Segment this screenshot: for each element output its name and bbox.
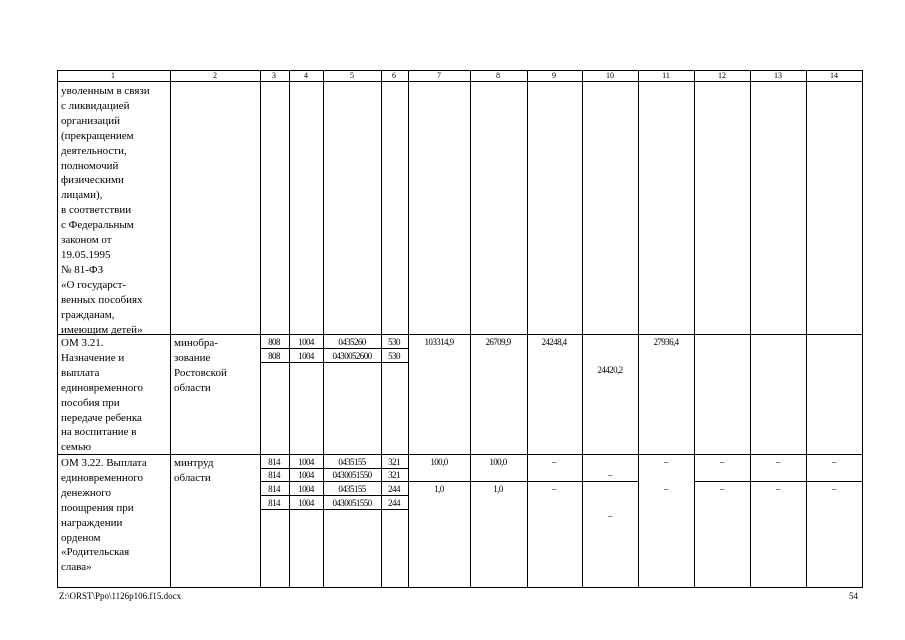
text-line: 19.05.1995 bbox=[61, 248, 111, 261]
header-col-3: 3 bbox=[272, 71, 276, 80]
col-line-11 bbox=[694, 70, 695, 588]
text-line: венных пособиях bbox=[61, 293, 143, 306]
text-line: награждении bbox=[61, 516, 123, 529]
om-3-22-g1-year-3: – bbox=[608, 470, 612, 480]
om-3-21-executor bbox=[174, 336, 227, 396]
footer-file-path: Z:\ORST\Ppo\1126p106.f15.docx bbox=[59, 591, 182, 601]
text-line: деятельности, bbox=[61, 144, 127, 157]
om-3-22-g1-year-6: – bbox=[776, 457, 780, 467]
text-line: слава» bbox=[61, 561, 92, 574]
om-3-21-r2-rzpr: 1004 bbox=[298, 351, 314, 361]
om-3-21-year-2: 24248,4 bbox=[541, 337, 567, 347]
om-3-22-r2-csr: 0430051550 bbox=[332, 470, 372, 480]
om-3-22-g2-year-7: – bbox=[832, 484, 836, 494]
text-line: увoленным в связи bbox=[61, 85, 150, 97]
header-col-12: 12 bbox=[718, 71, 726, 80]
rule-b3-group bbox=[408, 481, 638, 482]
text-line: области bbox=[174, 471, 211, 484]
om-3-22-g1-year-7: – bbox=[832, 457, 836, 467]
text-line: ОМ 3.22. Выплата bbox=[61, 457, 147, 469]
text-line: области bbox=[174, 381, 211, 394]
text-line: лицами), bbox=[61, 189, 103, 202]
om-3-22-g1-total: 100,0 bbox=[430, 457, 448, 467]
col-line-9 bbox=[582, 70, 583, 588]
col-line-14 bbox=[862, 70, 863, 588]
om-3-22-g1-year-1: 100,0 bbox=[489, 457, 507, 467]
om-3-22-description bbox=[61, 456, 147, 575]
text-line: Ростовской bbox=[174, 366, 227, 379]
text-line: минтруд bbox=[174, 457, 214, 469]
text-line: гражданам, bbox=[61, 308, 115, 321]
om-3-22-r2-rzpr: 1004 bbox=[298, 470, 314, 480]
text-line: единовременного bbox=[61, 471, 144, 484]
text-line: имеющим детей» bbox=[61, 323, 143, 336]
header-col-10: 10 bbox=[606, 71, 614, 80]
rule-top bbox=[57, 70, 863, 71]
text-line: в соответствии bbox=[61, 204, 132, 217]
text-line: зование bbox=[174, 351, 211, 364]
text-line: организаций bbox=[61, 114, 121, 127]
om-3-22-r1-vr: 321 bbox=[388, 457, 400, 467]
header-col-8: 8 bbox=[496, 71, 500, 80]
om-3-21-total: 103314,9 bbox=[424, 337, 454, 347]
col-line-2 bbox=[260, 70, 261, 588]
om-3-22-r3-rzpr: 1004 bbox=[298, 484, 314, 494]
header-col-5: 5 bbox=[350, 71, 354, 80]
om-3-22-r4-rzpr: 1004 bbox=[298, 498, 314, 508]
col-line-12 bbox=[750, 70, 751, 588]
om-3-21-r1-rzpr: 1004 bbox=[298, 337, 314, 347]
col-line-7 bbox=[470, 70, 471, 588]
text-line: «Родительская bbox=[61, 546, 130, 559]
header-col-11: 11 bbox=[662, 71, 670, 80]
om-3-21-r2-grbs: 808 bbox=[268, 351, 280, 361]
om-3-22-r1-grbs: 814 bbox=[268, 457, 280, 467]
om-3-21-r1-vr: 530 bbox=[388, 337, 400, 347]
om-3-21-description bbox=[61, 336, 143, 455]
rule-b3-sub1 bbox=[260, 468, 408, 469]
text-line: с ликвидацией bbox=[61, 99, 130, 112]
col-line-13 bbox=[806, 70, 807, 588]
om-3-22-r1-csr: 0435155 bbox=[338, 457, 366, 467]
rule-header-bottom bbox=[57, 81, 863, 82]
om-3-22-g2-year-3: – bbox=[608, 511, 612, 521]
header-col-9: 9 bbox=[552, 71, 556, 80]
om-3-22-r3-vr: 244 bbox=[388, 484, 400, 494]
om-3-22-g1-year-4: – bbox=[664, 457, 668, 467]
om-3-22-g2-year-5: – bbox=[720, 484, 724, 494]
om-3-21-r1-grbs: 808 bbox=[268, 337, 280, 347]
om-3-22-g1-year-2: – bbox=[552, 457, 556, 467]
text-line: поощрения при bbox=[61, 501, 134, 514]
text-line: орденом bbox=[61, 531, 101, 544]
rule-bottom bbox=[57, 587, 863, 588]
text-line: полномочий bbox=[61, 159, 119, 172]
text-line: физическими bbox=[61, 174, 124, 187]
block1-description bbox=[61, 84, 150, 337]
om-3-22-g2-year-2: – bbox=[552, 484, 556, 494]
om-3-22-r3-csr: 0435155 bbox=[338, 484, 366, 494]
header-col-13: 13 bbox=[774, 71, 782, 80]
om-3-22-r3-grbs: 814 bbox=[268, 484, 280, 494]
om-3-21-year-4: 27936,4 bbox=[653, 337, 679, 347]
om-3-22-executor bbox=[174, 456, 213, 486]
rule-b3-sub3 bbox=[260, 495, 408, 496]
text-line: ОМ 3.21. bbox=[61, 337, 104, 349]
om-3-22-g2-total: 1,0 bbox=[434, 484, 444, 494]
om-3-22-r4-grbs: 814 bbox=[268, 498, 280, 508]
rule-b2-sub2 bbox=[260, 362, 408, 363]
col-line-6 bbox=[408, 70, 409, 588]
text-line: семью bbox=[61, 441, 92, 454]
text-line: Назначение и bbox=[61, 351, 125, 364]
rule-b3-group-b bbox=[694, 481, 863, 482]
col-line-4 bbox=[323, 70, 324, 588]
om-3-22-g1-year-5: – bbox=[720, 457, 724, 467]
text-line: (прекращением bbox=[61, 129, 134, 142]
header-col-14: 14 bbox=[830, 71, 838, 80]
text-line: пособия при bbox=[61, 396, 120, 409]
om-3-21-r2-csr: 0430052600 bbox=[332, 351, 372, 361]
text-line: единовременного bbox=[61, 381, 144, 394]
col-line-10 bbox=[638, 70, 639, 588]
text-line: на воспитание в bbox=[61, 426, 137, 439]
om-3-22-r4-csr: 0430051550 bbox=[332, 498, 372, 508]
rule-b3-sub2 bbox=[260, 481, 408, 482]
text-line: выплата bbox=[61, 366, 100, 379]
om-3-22-g2-year-1: 1,0 bbox=[493, 484, 503, 494]
text-line: минобра- bbox=[174, 337, 218, 349]
rule-block2-bottom bbox=[57, 454, 863, 455]
text-line: передаче ребенка bbox=[61, 411, 142, 424]
rule-block1-bottom bbox=[57, 334, 863, 335]
footer-page-number: 54 bbox=[849, 591, 858, 601]
col-line-3 bbox=[289, 70, 290, 588]
om-3-21-year-3: 24420,2 bbox=[597, 365, 623, 375]
header-col-2: 2 bbox=[213, 71, 217, 80]
om-3-21-r2-vr: 530 bbox=[388, 351, 400, 361]
text-line: законом от bbox=[61, 234, 112, 247]
text-line: № 81-ФЗ bbox=[61, 263, 104, 276]
col-line-8 bbox=[527, 70, 528, 588]
rule-b2-sub1 bbox=[260, 348, 408, 349]
om-3-22-r4-vr: 244 bbox=[388, 498, 400, 508]
text-line: с Федеральным bbox=[61, 219, 134, 232]
om-3-22-r2-vr: 321 bbox=[388, 470, 400, 480]
header-col-6: 6 bbox=[392, 71, 396, 80]
om-3-22-g2-year-6: – bbox=[776, 484, 780, 494]
header-col-4: 4 bbox=[304, 71, 308, 80]
om-3-21-year-1: 26709,9 bbox=[485, 337, 511, 347]
om-3-21-r1-csr: 0435260 bbox=[338, 337, 366, 347]
col-line-5 bbox=[381, 70, 382, 588]
text-line: денежного bbox=[61, 486, 111, 499]
om-3-22-r2-grbs: 814 bbox=[268, 470, 280, 480]
header-col-1: 1 bbox=[111, 71, 115, 80]
text-line: «О государст- bbox=[61, 278, 127, 291]
om-3-22-g2-year-4: – bbox=[664, 484, 668, 494]
col-line-0 bbox=[57, 70, 58, 588]
om-3-22-r1-rzpr: 1004 bbox=[298, 457, 314, 467]
col-line-1 bbox=[170, 70, 171, 588]
header-col-7: 7 bbox=[437, 71, 441, 80]
rule-b3-sub4 bbox=[260, 509, 408, 510]
